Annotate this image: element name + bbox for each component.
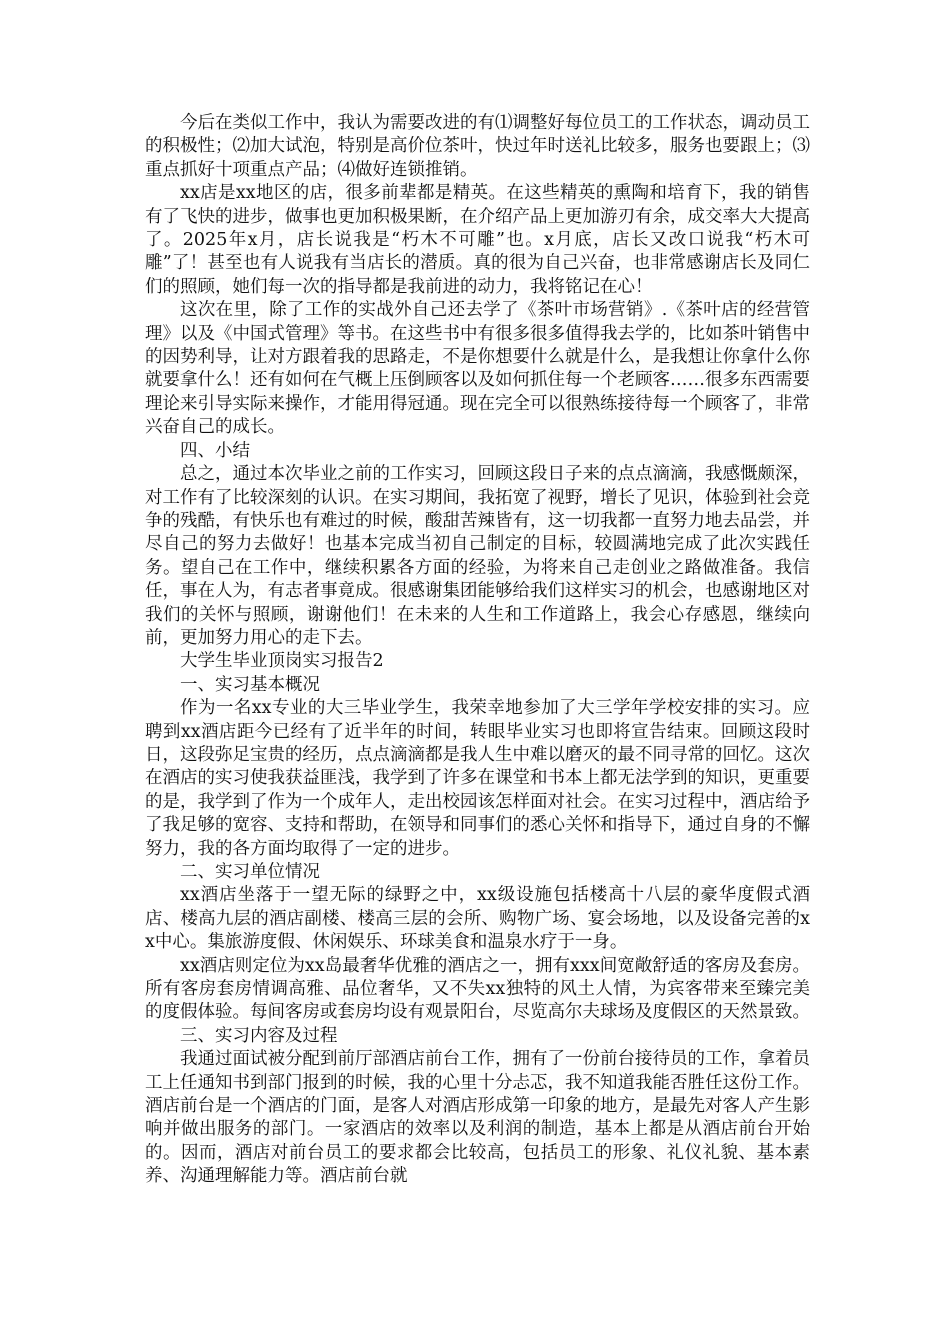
report-title: 大学生毕业顶岗实习报告2 <box>180 651 384 672</box>
paragraph-front-desk: 我通过面试被分配到前厅部酒店前台工作，拥有了一份前台接待员的工作，拿着员工上任通知书到部门报到的时候，我的心里十分忐忑，我不知道我能否胜任这份工作。酒店前台是一个酒店的门面，是客人对酒店形成第一印象的地方，是最先对客人产生影响并做出服务的部门。一家酒店的效率以及利润的制造，基本上都是从酒店前台开始的。因而，酒店对前台员工的要求都会比较高，包括员工的形象、礼仪礼貌、基本素养、沟通理解能力等。酒店前台就 <box>145 1049 810 1187</box>
paragraph-improvement: 今后在类似工作中，我认为需要改进的有⑴调整好每位员工的工作状态，调动员工的积极性；⑵加大试泡，特别是高价位茶叶，快过年时送礼比较多，服务也要跟上；⑶重点抓好十项重点产品；⑷做好连锁推销。 <box>145 113 810 180</box>
paragraph-store-growth: xx店是xx地区的店，很多前辈都是精英。在这些精英的熏陶和培育下，我的销售有了飞快的进步，做事也更加积极果断，在介绍产品上更加游刃有余，成交率大大提高了。2025年x月，店长说我是“朽木不可雕”也。x月底，店长又改口说我“朽木可雕”了！甚至也有人说我有当店长的潜质。真的很为自己兴奋，也非常感谢店长及同仁们的照顾，她们每一次的指导都是我前进的动力，我将铭记在心！ <box>145 183 810 297</box>
section-heading-summary: 四、小结 <box>180 440 250 461</box>
document-page <box>145 112 810 1189</box>
section-heading-content: 三、实习内容及过程 <box>180 1025 338 1046</box>
section-heading-overview: 一、实习基本概况 <box>180 674 320 695</box>
paragraph-overview: 作为一名xx专业的大三毕业学生，我荣幸地参加了大三学年学校安排的实习。应聘到xx酒店距今已经有了近半年的时间，转眼毕业实习也即将宣告结束。回顾这段时日，这段弥足宝贵的经历，点点滴滴都是我人生中难以磨灭的最不同寻常的回忆。这次在酒店的实习使我获益匪浅，我学到了许多在课堂和书本上都无法学到的知识，更重要的是，我学到了作为一个成年人，走出校园该怎样面对社会。在实习过程中，酒店给予了我足够的宽容、支持和帮助，在领导和同事们的悉心关怀和指导下，通过自身的不懈努力，我的各方面均取得了一定的进步。 <box>145 698 810 859</box>
paragraph-study-books: 这次在里，除了工作的实战外自己还去学了《茶叶市场营销》.《茶叶店的经营管理》以及《中国式管理》等书。在这些书中有很多很多值得我去学的，比如茶叶销售中的因势利导，让对方跟着我的思路走，不是你想要什么就是什么，是我想让你拿什么你就要拿什么！还有如何在气概上压倒顾客以及如何抓住每一个老顾客……很多东西需要理论来引导实际来操作，才能用得冠通。现在完全可以很熟练接待每一个顾客了，非常兴奋自己的成长。 <box>145 300 810 438</box>
paragraph-hotel-location: xx酒店坐落于一望无际的绿野之中，xx级设施包括楼高十八层的豪华度假式酒店、楼高九层的酒店副楼、楼高三层的会所、购物广场、宴会场地，以及设备完善的xx中心。集旅游度假、休闲娱乐、环球美食和温泉水疗于一身。 <box>145 885 810 953</box>
section-heading-unit: 二、实习单位情况 <box>180 862 320 882</box>
paragraph-hotel-rooms: xx酒店则定位为xx岛最奢华优雅的酒店之一，拥有xxx间宽敞舒适的客房及套房。所有客房套房情调高雅、品位奢华，又不失xx独特的风土人情，为宾客带来至臻完美的度假体验。每间客房或套房均设有观景阳台，尽览高尔夫球场及度假区的天然景致。 <box>145 955 810 1023</box>
paragraph-summary: 总之，通过本次毕业之前的工作实习，回顾这段日子来的点点滴滴，我感慨颇深，对工作有了比较深刻的认识。在实习期间，我拓宽了视野，增长了见识，体验到社会竞争的残酷，有快乐也有难过的时候，酸甜苦辣皆有，这一切我都一直努力地去品尝，并尽自己的努力去做好！也基本完成当初自己制定的目标，较圆满地完成了此次实践任务。望自己在工作中，继续积累各方面的经验，为将来自己走创业之路做准备。我信任，事在人为，有志者事竟成。很感谢集团能够给我们这样实习的机会，也感谢地区对我们的关怀与照顾，谢谢他们！在未来的人生和工作道路上，我会心存感恩，继续向前，更加努力用心的走下去。 <box>145 464 810 648</box>
